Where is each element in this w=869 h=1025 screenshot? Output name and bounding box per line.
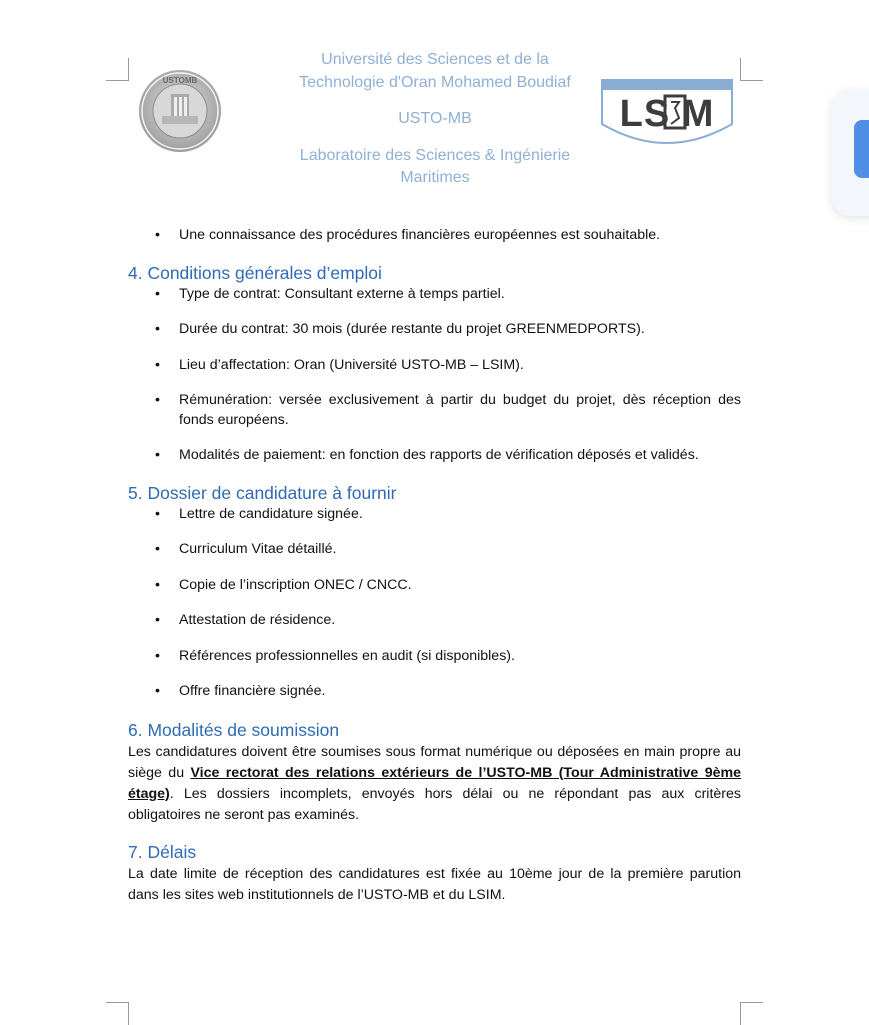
university-seal-logo <box>138 68 222 154</box>
section-6-title: 6. Modalités de soumission <box>128 719 340 740</box>
document-body <box>128 226 741 906</box>
lab-name-line2: Maritimes <box>400 169 470 186</box>
seal-text: USTOMB <box>162 76 198 85</box>
crop-mark-bottom-right <box>740 1002 763 1025</box>
lsim-logo <box>600 78 734 148</box>
list-item: • Modalités de paiement: en fonction des rapports de vérification déposés et validés. <box>128 446 741 466</box>
list-item: • Durée du contrat: 30 mois (durée restante du projet GREENMEDPORTS). <box>128 320 741 340</box>
university-name-line1: Université des Sciences et de la <box>321 51 549 68</box>
section-7-paragraph: La date limite de réception des candidatures est fixée au 10ème jour de la première parution dans les sites web institutionnels de l’USTO-MB et du LSIM. <box>128 865 741 903</box>
section-5-list <box>128 505 741 702</box>
university-acronym: USTO-MB <box>398 110 472 127</box>
list-item: • Une connaissance des procédures financières européennes est souhaitable. <box>128 226 741 246</box>
section-5-title: 5. Dossier de candidature à fournir <box>128 482 397 503</box>
section-6-text-before: Les candidatures doivent être soumises sous format numérique ou déposées en main propre au siège du <box>128 743 741 781</box>
lab-name-line1: Laboratoire des Sciences & Ingénierie <box>299 146 571 164</box>
submission-address-link: Vice rectorat des relations extérieurs de l’USTO-MB (Tour Administrative 9ème étage) <box>128 764 741 802</box>
list-item: • Offre financière signée. <box>128 682 741 702</box>
list-item: • Références professionnelles en audit (si disponibles). <box>128 647 741 667</box>
list-item: • Rémunération: versée exclusivement à partir du budget du projet, dès réception des fonds européens. <box>128 391 741 430</box>
list-item: • Attestation de résidence. <box>128 611 741 631</box>
list-item: • Lieu d’affectation: Oran (Université USTO-MB – LSIM). <box>128 356 741 376</box>
list-item: • Lettre de candidature signée. <box>128 505 741 525</box>
list-item: • Type de contrat: Consultant externe à temps partiel. <box>128 285 741 305</box>
crop-mark-top-right <box>740 58 763 81</box>
lsim-logo-text: LS M <box>619 93 715 135</box>
university-name-line2: Technologie d'Oran Mohamed Boudiaf <box>299 73 571 91</box>
section-7-title: 7. Délais <box>128 841 197 862</box>
floating-side-widget[interactable] <box>832 90 869 216</box>
section-4-title: 4. Conditions générales d’emploi <box>128 262 382 283</box>
list-item: • Copie de l’inscription ONEC / CNCC. <box>128 576 741 596</box>
crop-mark-top-left <box>106 58 129 81</box>
widget-icon[interactable] <box>854 120 869 178</box>
section-6-paragraph <box>128 742 741 826</box>
document-header <box>235 49 635 190</box>
intro-list <box>128 226 741 246</box>
section-4-list <box>128 285 741 466</box>
list-item: • Curriculum Vitae détaillé. <box>128 540 741 560</box>
crop-mark-bottom-left <box>106 1002 129 1025</box>
section-6-text-after: . Les dossiers incomplets, envoyés hors délai ou ne répondant pas aux critères obligatoires ne seront pas examinés. <box>128 785 741 823</box>
